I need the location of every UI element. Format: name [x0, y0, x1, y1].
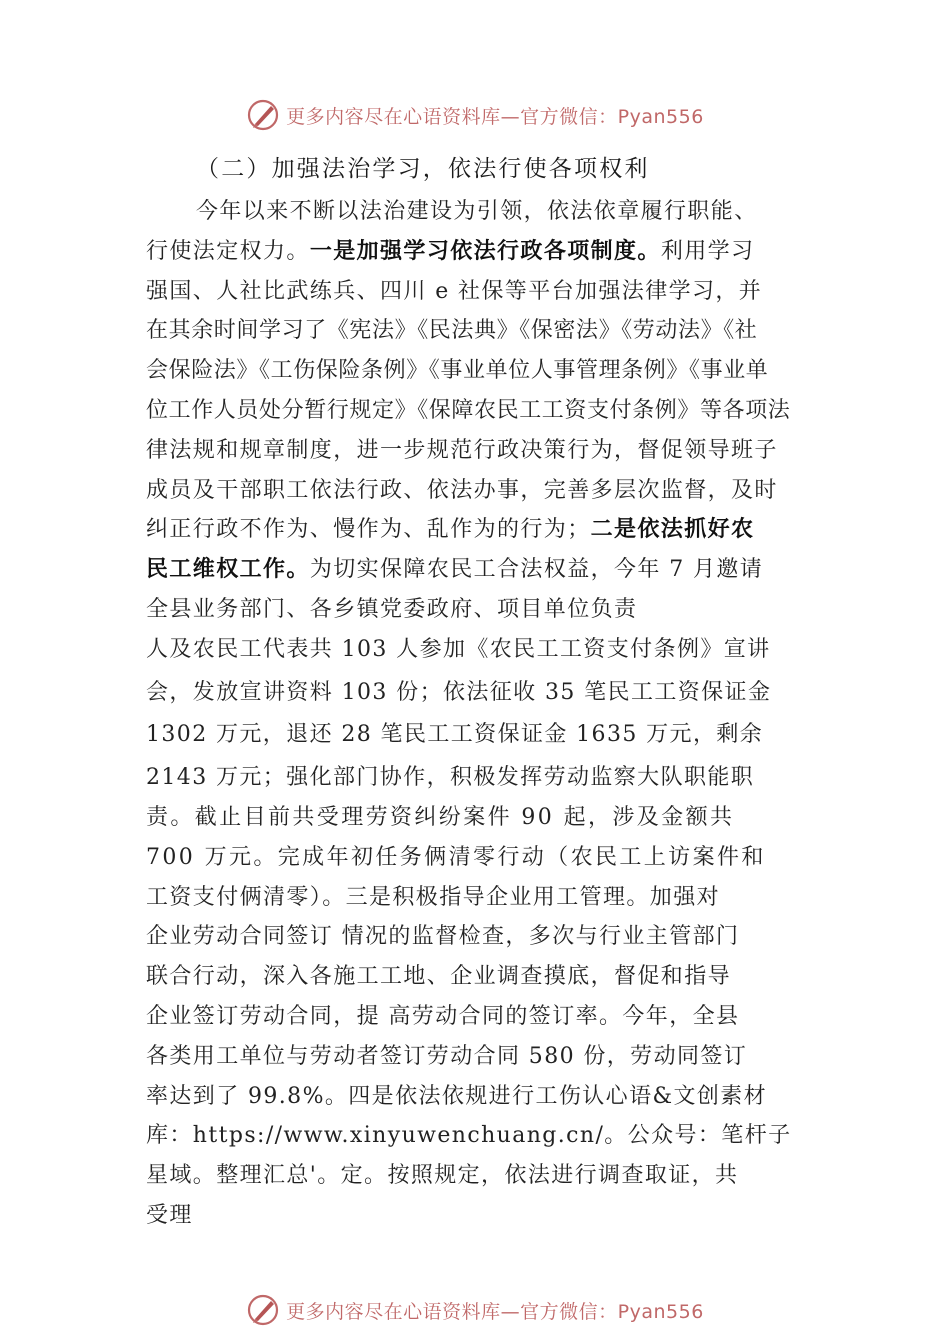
text-line: [146, 232, 816, 272]
text-run: 各类用工单位与劳动者签订劳动合同 580 份，劳动同签订: [146, 1043, 748, 1069]
text-run: 行使法定权力。: [146, 238, 310, 264]
text-run: 星域。整理汇总'。定。按照规定，依法进行调查取证，共: [146, 1163, 739, 1189]
text-run: 全县业务部门、各乡镇党委政府、项目单位负责: [146, 596, 638, 622]
text-run: 企业劳动合同签订 情况的监督检查，多次与行业主管部门: [146, 924, 740, 950]
text-run: 强国、人社比武练兵、四川 e 社保等平台加强法律学习，并: [146, 278, 763, 304]
text-run: 人及农民工代表共 103 人参加《农民工工资支付条例》宣讲: [146, 636, 771, 662]
text-run: 责。截止目前共受理劳资纠纷案件 90 起，涉及金额共: [146, 804, 735, 830]
text-line: [146, 192, 816, 232]
text-line: [146, 673, 816, 713]
text-run: 成员及干部职工依法行政、依法办事，完善多层次监督，及时: [146, 477, 778, 503]
text-run: 在其余时间学习了《宪法》《民法典》《保密法》《劳动法》《社: [146, 318, 758, 344]
text-run: 2143 万元；强化部门协作，积极发挥劳动监察大队职能职: [146, 765, 755, 791]
text-line: [146, 431, 816, 471]
watermark-text: 更多内容尽在心语资料库—官方微信：Pyan556: [286, 105, 704, 128]
pen-circle-logo-icon: [246, 98, 280, 132]
bold-phrase: 民工维权工作。: [146, 556, 310, 583]
text-run: 库：https://www.xinyuwenchuang.cn/。公众号：笔杆子: [146, 1123, 792, 1149]
section-heading: （二）加强法治学习，依法行使各项权利: [196, 156, 650, 182]
text-run: 工资支付俩清零）。三是积极指导企业用工管理。加强对: [146, 884, 721, 910]
bold-phrase: 二是依法抓好农: [590, 516, 755, 543]
text-line: [146, 630, 816, 670]
pen-circle-logo-icon: [246, 1293, 280, 1327]
text-line: [146, 510, 816, 550]
text-line: [146, 798, 816, 838]
text-line: [146, 838, 816, 878]
bold-phrase: 一是加强学习依法行政各项制度。: [309, 237, 661, 264]
text-line: [146, 272, 816, 312]
text-run: 受理: [146, 1202, 193, 1228]
watermark-bottom: [0, 1290, 950, 1330]
text-line: [146, 715, 816, 755]
text-line: [146, 917, 816, 957]
watermark-text: 更多内容尽在心语资料库—官方微信：Pyan556: [286, 1300, 704, 1323]
text-line: [146, 1116, 816, 1156]
text-run: 纠正行政不作为、慢作为、乱作为的行为；: [146, 517, 591, 543]
text-run: 率达到了 99.8%。四是依法依规进行工伤认心语&文创素材: [146, 1083, 768, 1109]
text-line: [146, 1037, 816, 1077]
text-run: 会保险法》《工伤保险条例》《事业单位人事管理条例》《事业单: [146, 358, 769, 384]
text-line: [146, 1156, 816, 1196]
text-line: [146, 1196, 816, 1236]
text-line: [146, 590, 816, 630]
text-line: [146, 391, 816, 431]
text-line: [146, 957, 816, 997]
text-run: 今年以来不断以法治建设为引领，依法依章履行职能、: [196, 199, 758, 224]
text-run: 会，发放宣讲资料 103 份；依法征收 35 笔民工工资保证金: [146, 679, 772, 705]
text-line: [146, 758, 816, 798]
text-run: 企业签订劳动合同，提 高劳动合同的签订率。今年，全县: [146, 1003, 740, 1029]
text-line: [146, 878, 816, 918]
text-run: 联合行动，深入各施工工地、企业调查摸底，督促和指导: [146, 964, 732, 990]
text-run: 利用学习: [660, 238, 755, 264]
text-line: [146, 351, 816, 391]
watermark-top: [0, 95, 950, 135]
text-run: 位工作人员处分暂行规定》《保障农民工工资支付条例》等各项法: [146, 397, 791, 423]
text-line: [146, 1077, 816, 1117]
text-run: 为切实保障农民工合法权益，今年 7 月邀请: [309, 557, 764, 583]
text-run: 1302 万元，退还 28 笔民工工资保证金 1635 万元，剩余: [146, 722, 764, 748]
text-run: 律法规和规章制度，进一步规范行政决策行为，督促领导班子: [146, 437, 778, 463]
text-line: [146, 997, 816, 1037]
text-line: [146, 311, 816, 351]
body-paragraph: [146, 192, 816, 1236]
text-run: 700 万元。完成年初任务俩清零行动（农民工上访案件和: [146, 844, 766, 870]
text-line: [146, 550, 816, 590]
text-line: [146, 471, 816, 511]
